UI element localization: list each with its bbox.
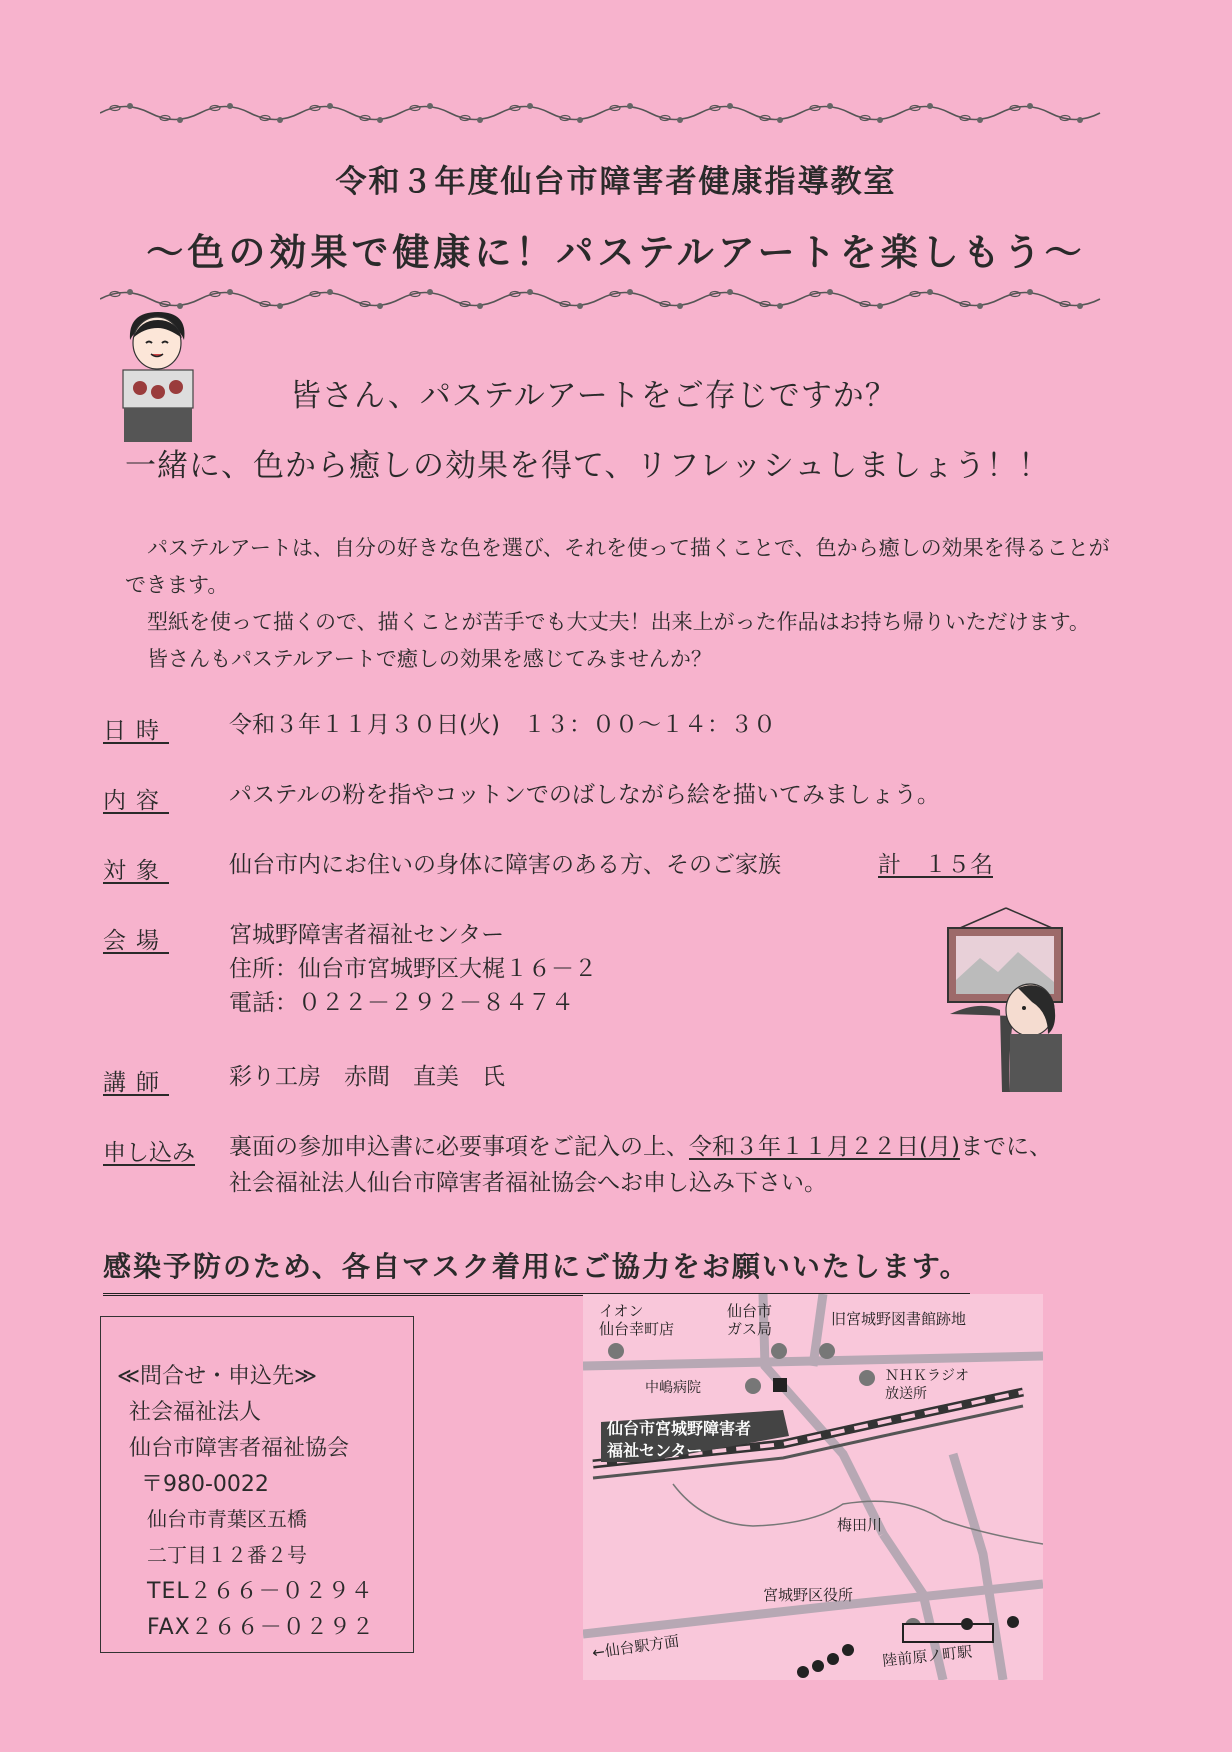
instructor-value: 彩り工房 赤間 直美 氏 [229, 1064, 505, 1090]
intro-p1: パステルアートは、自分の好きな色を選び、それを使って描くことで、色から癒しの効果を得ることができます。 [125, 536, 1110, 597]
intro-paragraph [125, 530, 1123, 678]
datetime-label: 日時 [103, 718, 169, 744]
target-value: 仙台市内にお住いの身体に障害のある方、そのご家族 [229, 852, 781, 878]
map-aeon-label-2: 仙台幸町店 [599, 1320, 675, 1338]
apply-post: までに、 [959, 1134, 1052, 1160]
man-hanging-picture-illustration [940, 906, 1072, 1092]
contact-postal: 〒980-0022 [141, 1472, 269, 1497]
contact-fax: FAX２６６－０２９２ [147, 1615, 375, 1640]
page-subtitle: ～色の効果で健康に！パステルアートを楽しもう～ [146, 231, 1086, 274]
intro-p2: 型紙を使って描くので、描くことが苦手でも大丈夫！出来上がった作品はお持ち帰りいただけます。 [147, 610, 1090, 634]
page-title: 令和３年度仙台市障害者健康指導教室 [335, 164, 897, 200]
contact-org1: 社会福祉法人 [129, 1400, 262, 1425]
apply-deadline: 令和３年１１月２２日(月) [689, 1134, 960, 1160]
map-nhk-label-2: 放送所 [885, 1386, 927, 1402]
content-label: 内容 [103, 788, 169, 814]
top-vine-ornament [100, 98, 1122, 128]
map-sendai-station-label: ←仙台駅方面 [591, 1631, 681, 1662]
map-station-label: 陸前原ノ町駅 [881, 1642, 973, 1670]
map-nhk-label-1: ＮＨＫラジオ [885, 1368, 969, 1384]
mask-notice: 感染予防のため、各自マスク着用にご協力をお願いいたします。 [103, 1245, 970, 1296]
map-library-label: 旧宮城野図書館跡地 [831, 1310, 967, 1328]
venue-address: 住所：仙台市宮城野区大梶１６－２ [229, 956, 597, 982]
lead-question: 皆さん、パステルアートをご存じですか？ [290, 378, 897, 414]
lead-invitation: 一緒に、色から癒しの効果を得て、リフレッシュしましょう！！ [125, 448, 1051, 484]
bottom-vine-ornament [100, 284, 1122, 314]
content-value: パステルの粉を指やコットンでのばしながら絵を描いてみましょう。 [229, 782, 940, 808]
map-gas-label-2: ガス局 [727, 1320, 773, 1338]
instructor-label: 講師 [103, 1070, 169, 1096]
contact-box [100, 1316, 414, 1653]
map-ward-office-label: 宮城野区役所 [763, 1586, 854, 1604]
map-center-label-1: 仙台市宮城野障害者 [607, 1419, 752, 1438]
map-hospital-label: 中嶋病院 [645, 1380, 701, 1396]
contact-addr1: 仙台市青葉区五橋 [147, 1507, 307, 1531]
map-gas-label-1: 仙台市 [727, 1302, 773, 1320]
contact-org2: 仙台市障害者福祉協会 [129, 1436, 350, 1461]
map-river-label: 梅田川 [837, 1516, 883, 1534]
contact-tel: TEL２６６－０２９４ [147, 1579, 374, 1604]
apply-line1 [229, 1128, 1052, 1166]
venue-name: 宮城野障害者福祉センター [229, 922, 505, 948]
contact-heading: ≪問合せ・申込先≫ [117, 1364, 318, 1389]
contact-addr2: 二丁目１２番２号 [147, 1543, 307, 1567]
target-label: 対象 [103, 858, 169, 884]
apply-pre: 裏面の参加申込書に必要事項をご記入の上、 [229, 1134, 689, 1160]
target-capacity: 計 １５名 [878, 852, 993, 878]
map-aeon-label-1: イオン [599, 1302, 644, 1320]
venue-label: 会場 [103, 928, 169, 954]
apply-label: 申し込み [103, 1140, 195, 1166]
datetime-value: 令和３年１１月３０日(火) １３：００～１４：３０ [229, 712, 776, 738]
map-center-label-2: 福祉センター [607, 1441, 703, 1460]
venue-phone: 電話：０２２－２９２－８４７４ [229, 990, 574, 1016]
girl-with-drawing-illustration [118, 310, 198, 442]
access-map [583, 1294, 1043, 1680]
apply-line2: 社会福祉法人仙台市障害者福祉協会へお申し込み下さい。 [229, 1170, 827, 1196]
intro-p3: 皆さんもパステルアートで癒しの効果を感じてみませんか？ [147, 647, 712, 671]
